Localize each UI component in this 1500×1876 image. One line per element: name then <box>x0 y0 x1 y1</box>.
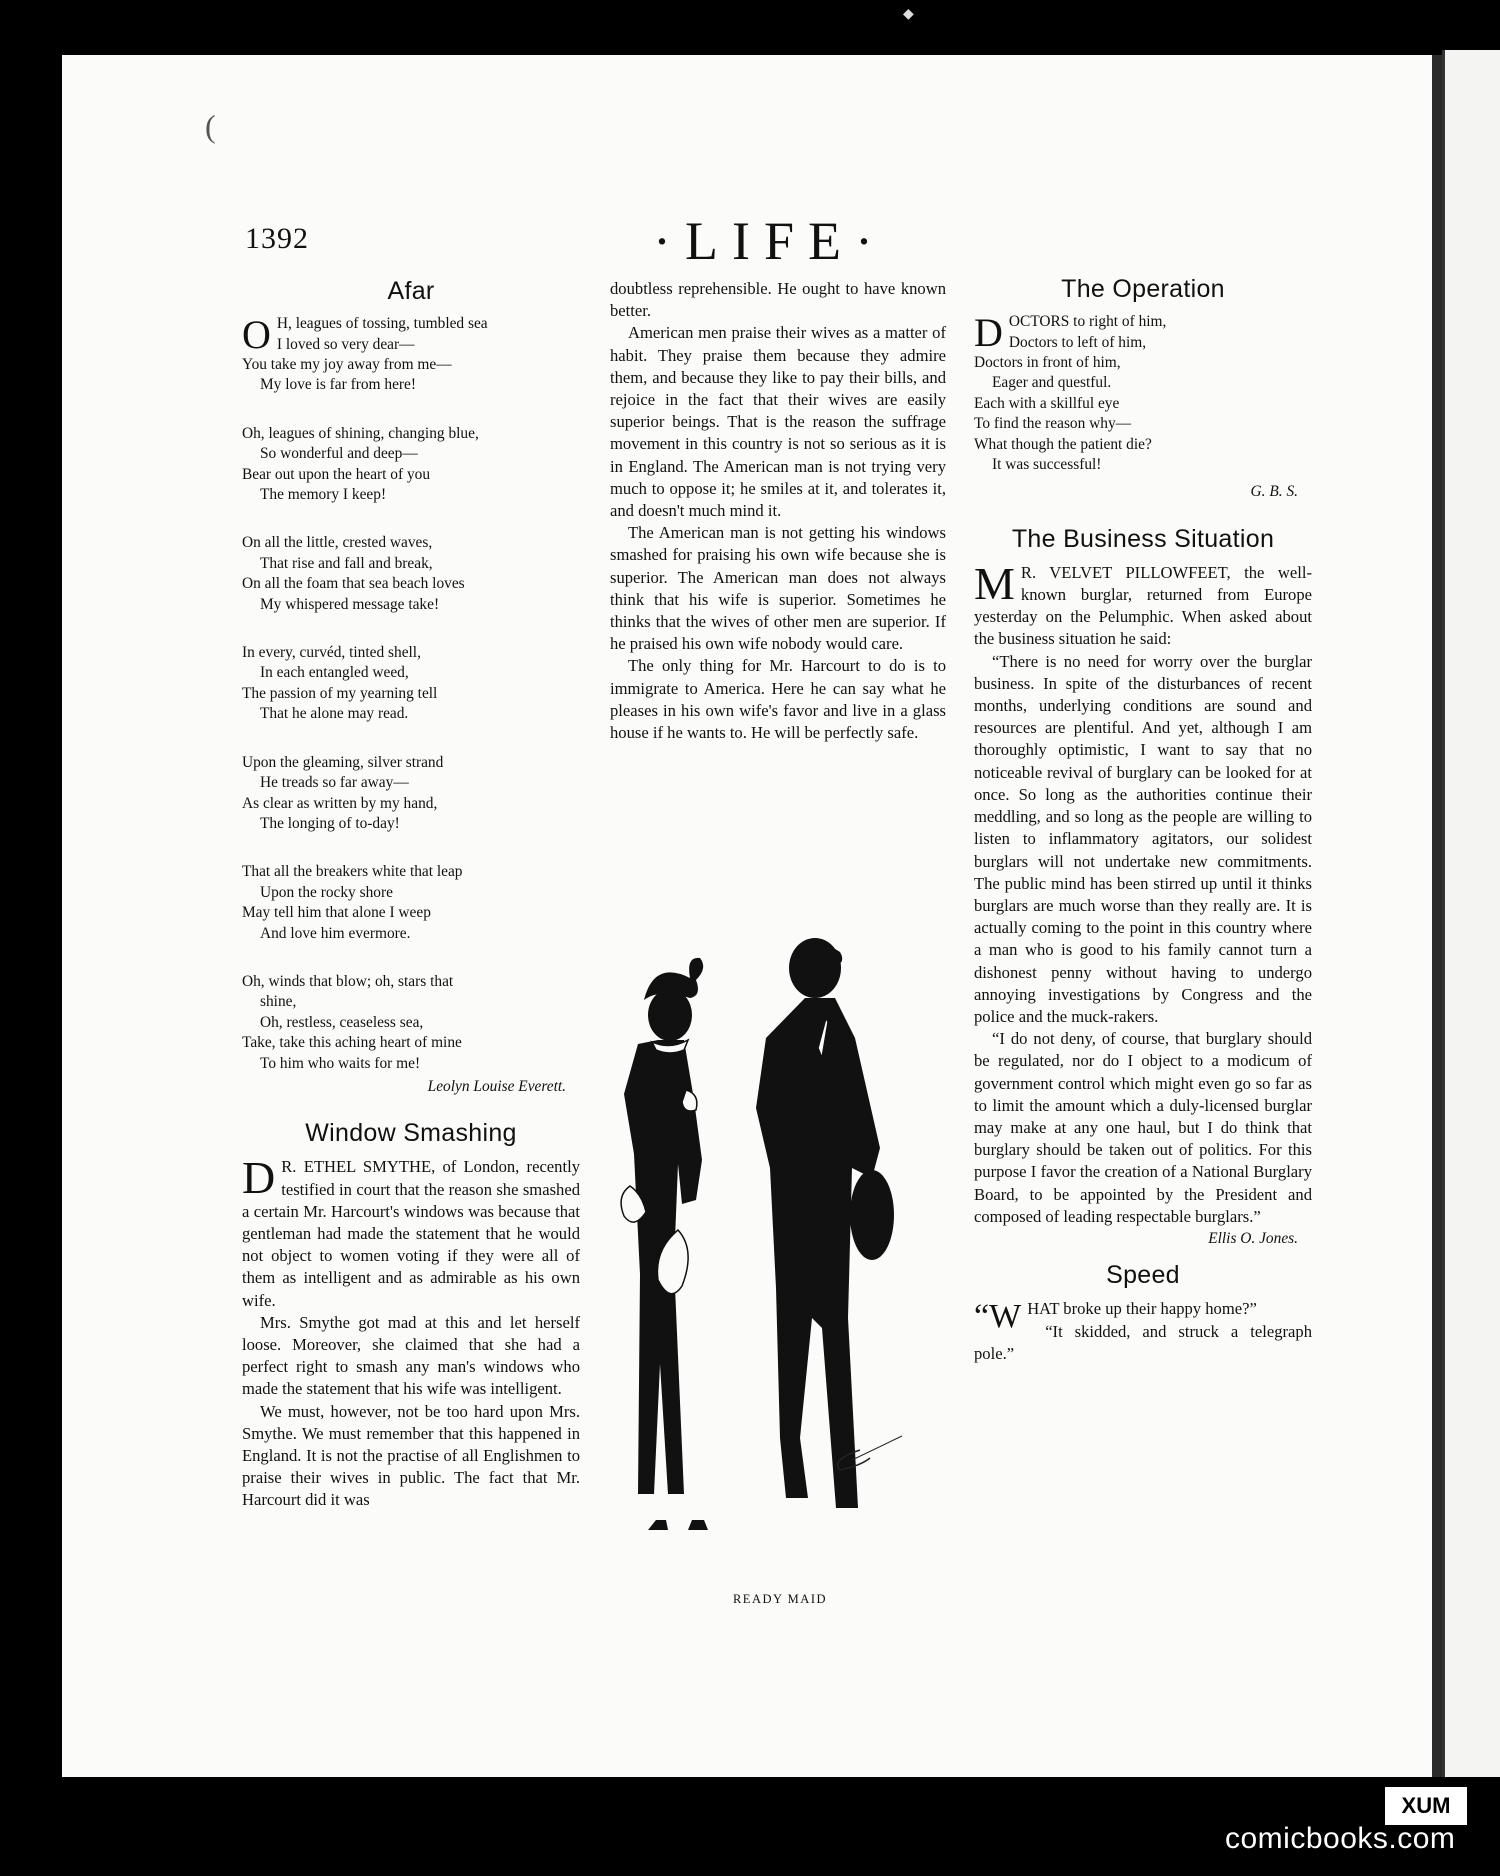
poem-line: Doctors in front of him, <box>974 354 1121 372</box>
poem-stanza <box>242 862 580 944</box>
poem-line: To find the reason why— <box>974 415 1132 433</box>
poem-line: Eager and questful. <box>992 374 1112 392</box>
adjacent-page-edge <box>1442 50 1500 1777</box>
poem-body <box>974 312 1312 475</box>
poem-stanza <box>242 314 580 396</box>
article-title: Window Smashing <box>305 1119 517 1148</box>
poem-line: Take, take this aching heart of mine <box>242 1034 462 1052</box>
column-1 <box>242 277 580 1512</box>
poem-line: As clear as written by my hand, <box>242 794 438 812</box>
page-gutter <box>1432 55 1442 1777</box>
scan-mark: ◆ <box>903 7 914 22</box>
poem-title: Afar <box>387 277 435 305</box>
poem-line: On all the little, crested waves, <box>242 534 433 552</box>
poem-line: On all the foam that sea beach loves <box>242 575 465 593</box>
poem-line: In each entangled weed, <box>260 664 409 682</box>
poem-line: You take my joy away from me— <box>242 356 452 374</box>
page-number: 1392 <box>245 222 309 255</box>
poem-line: Each with a skillful eye <box>974 394 1120 412</box>
silhouette-illustration <box>600 930 950 1530</box>
poem-line: The passion of my yearning tell <box>242 684 438 702</box>
poem-stanza <box>242 424 580 506</box>
poem-line: What though the patient die? <box>974 435 1152 453</box>
column-3 <box>974 275 1312 1365</box>
article-paragraph: Mrs. Smythe got mad at this and let herself loose. Moreover, she claimed that she had a perfect right to smash any man's windows who made the statement that his wife was intelligent. <box>242 1312 580 1399</box>
xum-badge: XUM <box>1385 1787 1467 1825</box>
poem-stanza <box>242 753 580 835</box>
article-business-situation <box>974 524 1312 1251</box>
drop-cap: O <box>242 312 271 358</box>
poem-line: Oh, winds that blow; oh, stars that <box>242 972 454 990</box>
article-paragraph: American men praise their wives as a matter of habit. They praise them because they admire them, and because they like to pay their bills, and rejoice in the fact that their wives are easily superior beings. That is the reason the suffrage movement in this country is not so serious as it is in England. The American man is not trying very much to oppose it; he smiles at it, and tolerates it, and doesn't much mind it. <box>610 323 946 521</box>
article-paragraph: We must, however, not be too hard upon Mrs. Smythe. We must remember that this happened in England. It is not the practise of all Englishmen to praise their wives in public. The fact that Mr. Harcourt did it was <box>242 1401 580 1510</box>
article-window-smashing <box>242 1119 580 1511</box>
poem-line: Upon the gleaming, silver strand <box>242 753 444 771</box>
drop-cap: D <box>974 310 1003 356</box>
poem-stanza <box>242 972 580 1074</box>
poem-line: Upon the rocky shore <box>260 883 393 901</box>
poem-line: And love him evermore. <box>260 924 411 942</box>
poem-line: So wonderful and deep— <box>260 445 418 463</box>
poem-line: That he alone may read. <box>260 705 409 723</box>
poem-line: DOCTORS to right of him, <box>974 310 1167 356</box>
article-paragraph: D R. ETHEL SMYTHE, of London, recently testified in court that the reason she smashed a certain Mr. Harcourt's windows was because that gentleman had made the statement that he would not object to women voting if they were all of them as intelligent and as admirable as his own wife. <box>242 1152 580 1310</box>
poem-line: Bear out upon the heart of you <box>242 465 431 483</box>
article-paragraph: “It skidded, and struck a telegraph pole.” <box>974 1321 1312 1363</box>
poem-line: To him who waits for me! <box>260 1054 421 1072</box>
drop-cap: “W <box>974 1298 1022 1336</box>
poem-line: The memory I keep! <box>260 486 387 504</box>
article-title: The Business Situation <box>1011 524 1275 553</box>
article-paragraph: “WHAT broke up their happy home?” <box>974 1298 1257 1336</box>
drop-cap: D <box>242 1152 276 1204</box>
article-paragraph: M R. VELVET PILLOWFEET, the well-known burglar, returned from Europe yesterday on the Pelumphic. When asked about the business situation he said: <box>974 557 1312 649</box>
margin-mark: ( <box>205 108 216 144</box>
poem-stanza <box>242 643 580 725</box>
poem-line: He treads so far away— <box>260 774 409 792</box>
poem-line: That rise and fall and break, <box>260 554 433 572</box>
poem-line: My whispered message take! <box>260 595 440 613</box>
site-watermark: comicbooks.com <box>1225 1822 1456 1855</box>
poem-line: In every, curvéd, tinted shell, <box>242 644 421 662</box>
illustration-caption: READY MAID <box>732 1592 828 1606</box>
poem-byline: Leolyn Louise Everett. <box>427 1077 566 1095</box>
poem-line: The longing of to-day! <box>260 814 400 832</box>
poem-line: My love is far from here! <box>260 376 416 394</box>
article-paragraph: The American man is not getting his windows smashed for praising his own wife because she is superior. The American man does not always think that his wife is superior. Sometimes he thinks that the wives of other men are superior. If he praised his own wife nobody would care. <box>610 523 946 654</box>
drop-cap: M <box>974 557 1015 609</box>
poem-line: It was successful! <box>992 456 1102 474</box>
poem-line: Oh, leagues of shining, changing blue, <box>242 424 479 442</box>
article-byline: Ellis O. Jones. <box>1208 1229 1298 1247</box>
article-speed <box>974 1261 1312 1365</box>
poem-title: The Operation <box>1061 275 1225 303</box>
column-2 <box>610 278 946 744</box>
poem-line: shine, <box>260 993 297 1011</box>
poem-stanza <box>242 533 580 615</box>
poem-byline: G. B. S. <box>1250 483 1298 501</box>
masthead-title: ·LIFE· <box>653 211 887 271</box>
article-paragraph: “There is no need for worry over the burglar business. In spite of the disturbances of recent months, underlying conditions are sound and resources are plentiful. And yet, although I am thoroughly optimistic, I want to say that no noticeable revival of burglary can be looked for at once. So long as the authorities continue their meddling, and so long as the people are willing to listen to inflammatory agitators, our solidest burglars will not undertake new commitments. The public mind has been stirred up until it thinks burglars are much worse than they really are. It is actually coming to the point in this country where a man who is good to his family cannot turn a dishonest penny without having to undergo annoying investigations by Congress and the police and the muck-rakers. <box>974 651 1312 1026</box>
article-paragraph: “I do not deny, of course, that burglary should be regulated, nor do I object to a modicum of government control which might even go so far as to limit the amount which a duly-licensed burglar may make at any one haul, but I do think that burglary should be taken out of politics. For this purpose I favor the creation of a National Burglary Board, to be appointed by the President and composed of leading respectable burglars.” <box>974 1029 1312 1226</box>
poem-line: That all the breakers white that leap <box>242 863 463 881</box>
article-title: Speed <box>1106 1261 1180 1290</box>
poem-body <box>242 314 580 1074</box>
article-paragraph: The only thing for Mr. Harcourt to do is to immigrate to America. Here he can say what he pleases in his own wife's favor and live in a glass house if he wants to. He will be perfectly safe. <box>610 656 946 743</box>
poem-line: May tell him that alone I weep <box>242 904 431 922</box>
poem-line: I loved so very dear— <box>276 335 415 353</box>
article-paragraph: doubtless reprehensible. He ought to have known better. <box>610 279 946 321</box>
poem-line: Oh, restless, ceaseless sea, <box>260 1013 424 1031</box>
poem-line: Doctors to left of him, <box>1008 333 1147 351</box>
poem-line: O H, leagues of tossing, tumbled sea <box>242 312 488 358</box>
